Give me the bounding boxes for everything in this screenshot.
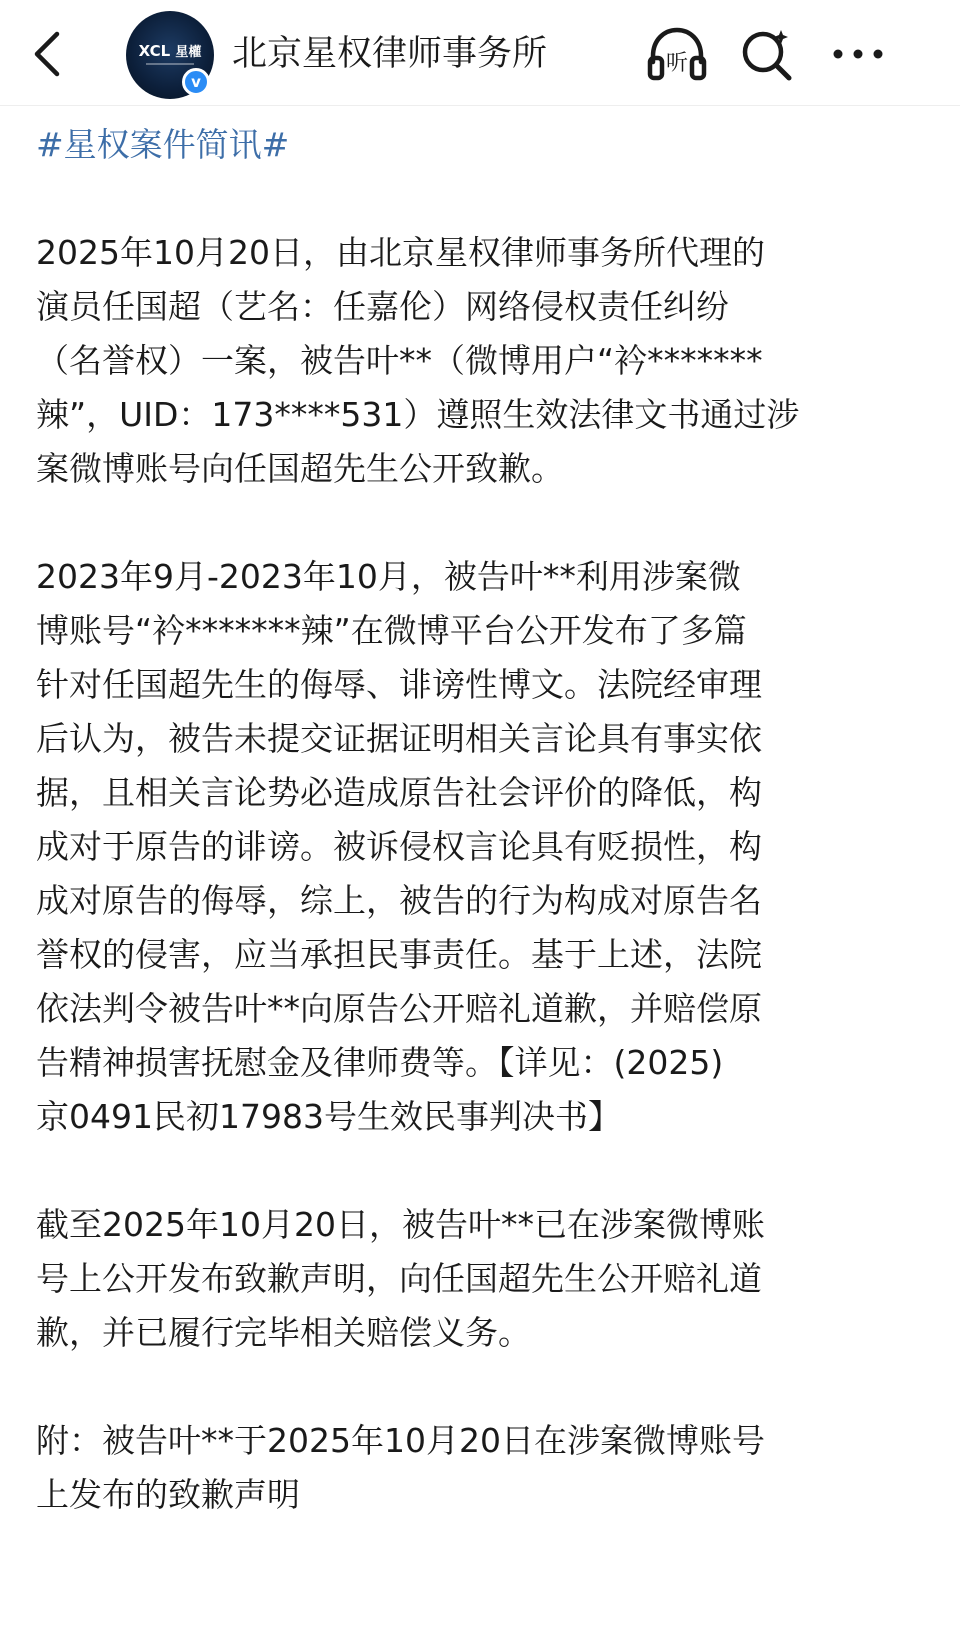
back-button[interactable] — [22, 26, 70, 82]
text-line: 案微博账号向任国超先生公开致歉。 — [36, 449, 564, 488]
text-line: 誉权的侵害，应当承担民事责任。基于上述，法院 — [36, 935, 762, 974]
paragraph-2 — [36, 550, 916, 1144]
top-bar — [0, 0, 960, 110]
more-dots-icon — [826, 24, 890, 84]
text-line: （名誉权）一案，被告叶**（微博用户“衿******* — [36, 341, 763, 380]
svg-text:听: 听 — [665, 51, 689, 76]
search-icon — [737, 24, 797, 84]
more-button[interactable] — [826, 24, 890, 84]
text-line: 成对原告的侮辱，综上，被告的行为构成对原告名 — [36, 881, 762, 920]
post-body — [36, 118, 916, 1522]
text-line: 辣”，UID：173****531）遵照生效法律文书通过涉 — [36, 395, 800, 434]
header-divider — [0, 105, 960, 106]
text-line: 歉，并已履行完毕相关赔偿义务。 — [36, 1313, 531, 1352]
text-line: 京0491民初17983号生效民事判决书】 — [36, 1097, 621, 1136]
spacer — [36, 1144, 916, 1198]
verified-badge-icon: v — [182, 68, 210, 96]
listen-button[interactable] — [645, 24, 709, 84]
avatar-logo-underline — [146, 63, 194, 65]
text-line: 告精神损害抚慰金及律师费等。【详见：(2025) — [36, 1043, 724, 1082]
chevron-left-icon — [29, 30, 63, 78]
spacer — [36, 1360, 916, 1414]
text-line: 截至2025年10月20日，被告叶**已在涉案微博账 — [36, 1205, 765, 1244]
text-line: 号上公开发布致歉声明，向任国超先生公开赔礼道 — [36, 1259, 762, 1298]
text-line: 2025年10月20日，由北京星权律师事务所代理的 — [36, 233, 765, 272]
paragraph-4 — [36, 1414, 916, 1522]
search-button[interactable] — [735, 24, 799, 84]
text-line: 附：被告叶**于2025年10月20日在涉案微博账号 — [36, 1421, 765, 1460]
account-name[interactable]: 北京星权律师事务所 — [232, 34, 548, 74]
spacer — [36, 172, 916, 226]
avatar-logo: XCL 星權 — [138, 42, 202, 60]
text-line: 上发布的致歉声明 — [36, 1475, 300, 1514]
text-line: 后认为，被告未提交证据证明相关言论具有事实依 — [36, 719, 762, 758]
paragraph-1 — [36, 226, 916, 496]
text-line: 演员任国超（艺名：任嘉伦）网络侵权责任纠纷 — [36, 287, 729, 326]
text-line: 针对任国超先生的侮辱、诽谤性博文。法院经审理 — [36, 665, 762, 704]
headphones-listen-icon — [645, 24, 709, 84]
hashtag-link[interactable]: #星权案件简讯# — [36, 125, 290, 164]
text-line: 成对于原告的诽谤。被诉侵权言论具有贬损性，构 — [36, 827, 762, 866]
text-line: 博账号“衿*******辣”在微博平台公开发布了多篇 — [36, 611, 747, 650]
spacer — [36, 496, 916, 550]
paragraph-3 — [36, 1198, 916, 1360]
text-line: 依法判令被告叶**向原告公开赔礼道歉，并赔偿原 — [36, 989, 762, 1028]
text-line: 2023年9月-2023年10月，被告叶**利用涉案微 — [36, 557, 741, 596]
text-line: 据，且相关言论势必造成原告社会评价的降低，构 — [36, 773, 762, 812]
